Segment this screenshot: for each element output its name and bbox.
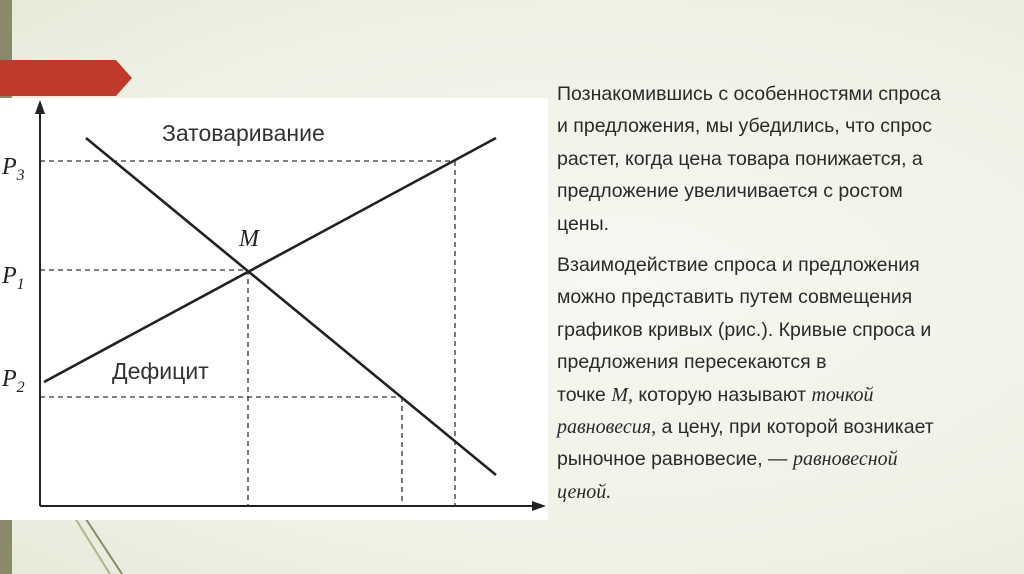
p1-line-1: Познакомившись с особенностями спроса (557, 83, 941, 105)
p1-line-5: цены. (557, 212, 609, 235)
surplus-label: Затоваривание (162, 120, 325, 146)
red-arrow-banner (0, 60, 132, 96)
demand-line (86, 138, 496, 475)
supply-line (44, 138, 496, 382)
p2-l8: ценой. (557, 480, 612, 503)
p2-line-3: графиков кривых (рис.). Кривые спроса и (557, 318, 932, 341)
p2-l7a: рыночное равновесие, — (557, 448, 793, 471)
p2-l5a: точке (557, 383, 612, 406)
p2-line-7 (557, 443, 1022, 475)
p2-l6b: а цену, при которой возникает (656, 416, 934, 439)
p2-line-4: предложения пересекаются в (557, 351, 827, 374)
p2-line-6 (557, 411, 1022, 443)
supply-demand-chart (0, 98, 548, 520)
p1-line-3: растет, когда цена товара понижается, а (557, 147, 923, 170)
y-tick-p3: $P_3$ (2, 154, 25, 184)
p2-l7b: равновесной (792, 448, 898, 471)
p2-l5b: М, (611, 383, 633, 406)
p2-line-1: Взаимодействие спроса и предложения (557, 254, 920, 276)
chart-svg (0, 98, 548, 520)
p2-line-5 (557, 379, 1022, 411)
deficit-label: Дефицит (112, 358, 209, 384)
p1-line-2: и предложения, мы убедились, что спрос (557, 115, 933, 138)
p2-line-2: можно представить путем совмещения (557, 286, 913, 309)
y-tick-p2: $P_2$ (2, 366, 25, 396)
y-axis-arrow (35, 100, 45, 114)
paragraph-1 (557, 78, 1022, 240)
y-tick-p1: $P_1$ (2, 263, 25, 293)
p2-l6a: равновесия, (557, 416, 657, 439)
p2-l5d: точкой (811, 383, 874, 406)
p2-l5c: которую называют (632, 383, 812, 406)
x-axis-arrow (532, 501, 546, 511)
p2-line-8 (557, 476, 1022, 508)
p1-line-4: предложение увеличивается с ростом (557, 180, 903, 203)
equilibrium-label: M (239, 226, 259, 252)
paragraph-2 (557, 249, 1022, 508)
